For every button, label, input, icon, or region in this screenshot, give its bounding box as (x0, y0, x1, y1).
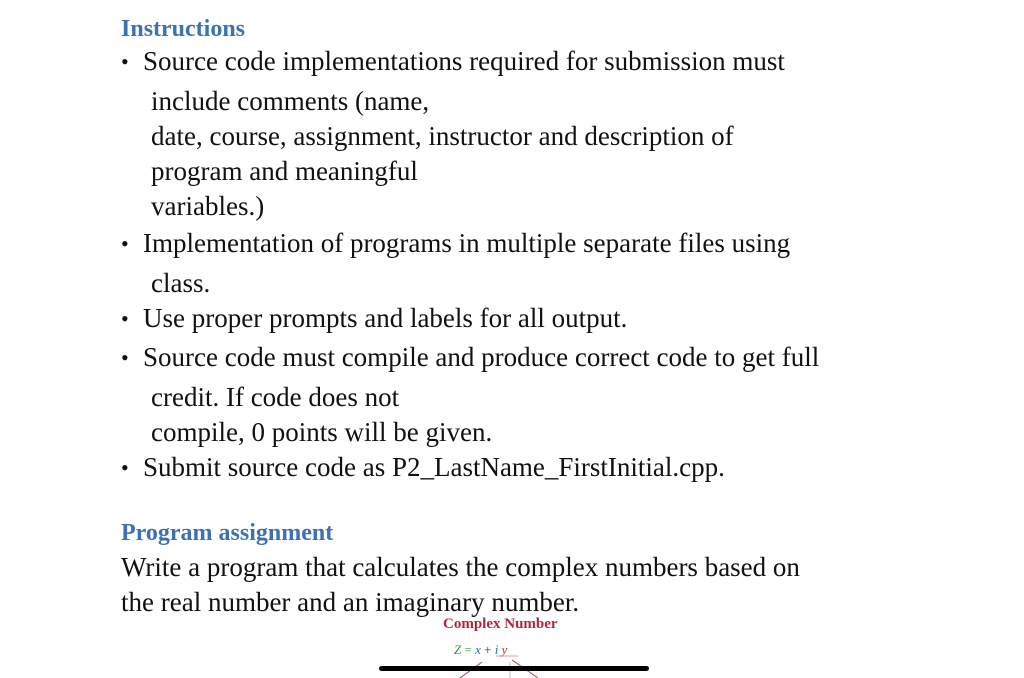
formula-plus: + (484, 642, 492, 657)
formula-x: x (475, 642, 481, 657)
instruction-line: variables.) (151, 191, 265, 221)
instruction-line: Source code implementations required for submission must (143, 46, 785, 76)
instruction-line: Use proper prompts and labels for all output. (143, 303, 628, 333)
complex-formula (454, 642, 507, 658)
body-line: Write a program that calculates the complex numbers based on (121, 552, 800, 582)
formula-i: i (494, 642, 499, 657)
instruction-item (121, 340, 1001, 450)
figure-title: Complex Number (443, 616, 558, 632)
instruction-line: include comments (name, (151, 86, 430, 116)
instruction-line: Source code must compile and produce correct code to get full (143, 342, 820, 372)
instruction-line: Implementation of programs in multiple separate files using (143, 228, 791, 258)
instruction-item (121, 226, 1001, 301)
home-indicator-bar[interactable] (379, 666, 649, 671)
bullet-icon: • (121, 345, 129, 370)
instruction-line: class. (151, 268, 211, 298)
formula-z: Z (454, 642, 462, 657)
instruction-item (121, 44, 1001, 224)
program-assignment-body (121, 550, 1001, 620)
instruction-line: date, course, assignment, instructor and description of (151, 121, 734, 151)
formula-equals: = (464, 642, 472, 657)
program-assignment-heading: Program assignment (121, 520, 334, 546)
instruction-item (121, 301, 1001, 336)
bullet-icon: • (121, 231, 129, 256)
instructions-heading: Instructions (121, 16, 246, 42)
bullet-icon: • (121, 49, 129, 74)
body-line: the real number and an imaginary number. (121, 587, 580, 617)
instruction-item (121, 450, 1001, 485)
instruction-line: Submit source code as P2_LastName_FirstInitial.cpp. (143, 452, 725, 482)
bullet-icon: • (121, 306, 129, 331)
instruction-line: program and meaningful (151, 156, 418, 186)
instructions-list (121, 44, 1001, 485)
document-page (121, 14, 1001, 620)
formula-y: y (501, 642, 508, 657)
instruction-line: credit. If code does not (151, 382, 400, 412)
bullet-icon: • (121, 455, 129, 480)
instruction-line: compile, 0 points will be given. (151, 417, 493, 447)
